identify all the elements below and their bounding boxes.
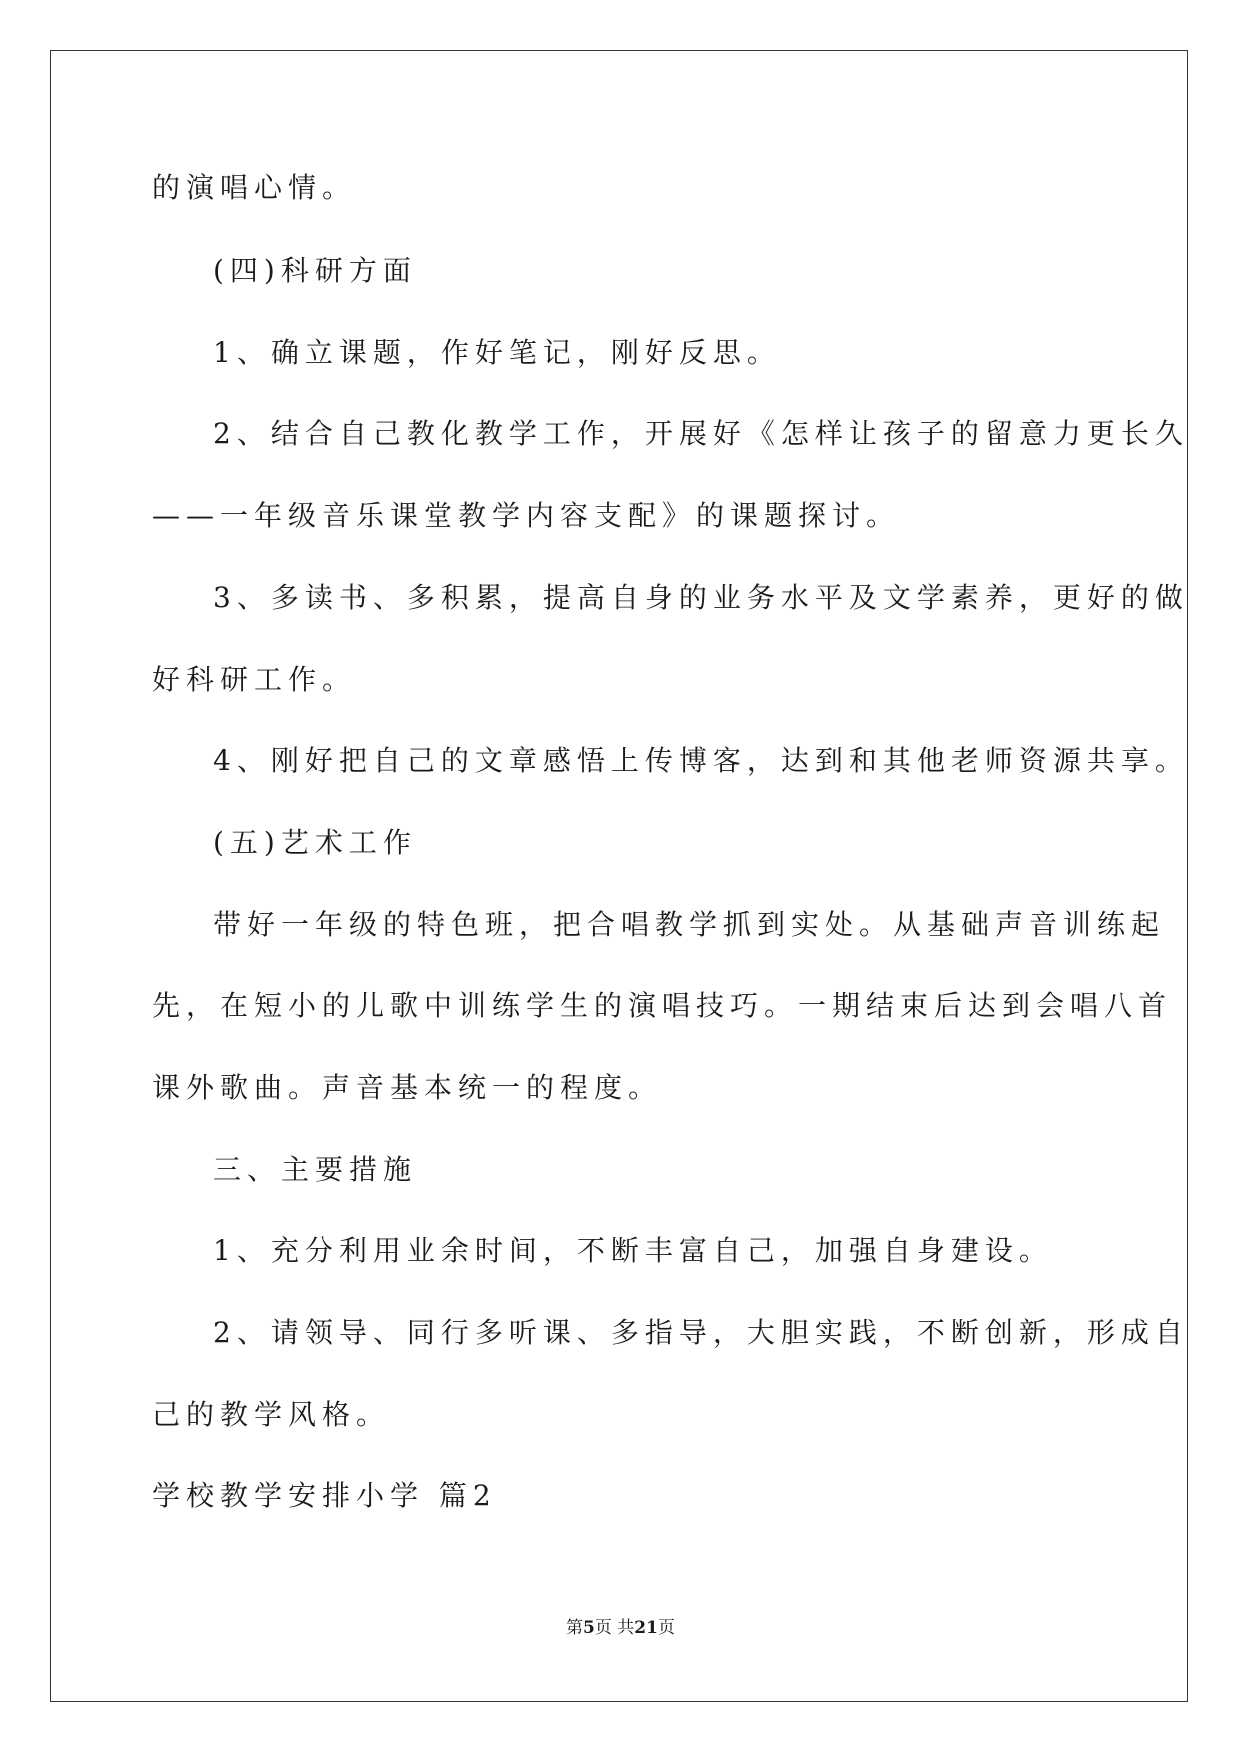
text-line: 3、多读书、多积累，提高自身的业务水平及文学素养，更好的做 xyxy=(213,581,1189,614)
article-title: 学校教学安排小学 篇2 xyxy=(152,1479,497,1512)
text-line: 己的教学风格。 xyxy=(152,1398,391,1431)
footer-suffix: 页 xyxy=(657,1618,675,1638)
section-heading: (四)科研方面 xyxy=(213,254,417,287)
current-page-number: 5 xyxy=(583,1618,595,1638)
text-line: 的演唱心情。 xyxy=(152,171,357,204)
page-footer xyxy=(0,1616,1241,1640)
text-line: 课外歌曲。声音基本统一的程度。 xyxy=(152,1071,663,1104)
text-line: 2、请领导、同行多听课、多指导，大胆实践，不断创新，形成自 xyxy=(213,1316,1189,1349)
text-line: 带好一年级的特色班，把合唱教学抓到实处。从基础声音训练起 xyxy=(213,908,1166,941)
text-line: 1、确立课题，作好笔记，刚好反思。 xyxy=(213,336,781,369)
text-line: ——一年级音乐课堂教学内容支配》的课题探讨。 xyxy=(152,499,901,532)
total-page-count: 21 xyxy=(634,1618,658,1638)
text-line: 4、刚好把自己的文章感悟上传博客，达到和其他老师资源共享。 xyxy=(213,744,1189,777)
text-line: 1、充分利用业余时间，不断丰富自己，加强自身建设。 xyxy=(213,1234,1053,1267)
section-heading: 三、主要措施 xyxy=(213,1153,418,1186)
footer-mid: 页 共 xyxy=(594,1618,635,1638)
text-line: 先，在短小的儿歌中训练学生的演唱技巧。一期结束后达到会唱八首 xyxy=(152,989,1173,1022)
section-heading: (五)艺术工作 xyxy=(213,826,417,859)
footer-prefix: 第 xyxy=(566,1618,584,1638)
page-border xyxy=(50,50,1188,1702)
text-line: 2、结合自己教化教学工作，开展好《怎样让孩子的留意力更长久 xyxy=(213,417,1189,450)
text-line: 好科研工作。 xyxy=(152,663,357,696)
